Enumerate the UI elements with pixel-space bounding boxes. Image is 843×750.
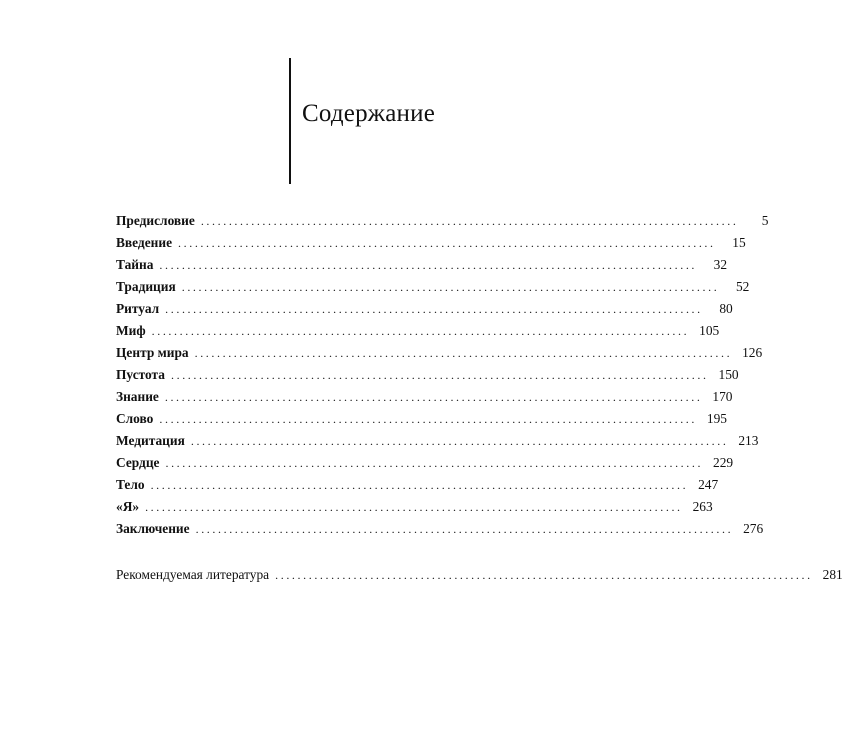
toc-entry-page: 229 bbox=[713, 455, 734, 470]
toc-entry-heart bbox=[116, 452, 734, 474]
toc-entry-meditation bbox=[116, 430, 759, 452]
toc-entry-label: Медитация bbox=[116, 433, 185, 448]
toc-entry-body bbox=[116, 474, 719, 496]
toc-entry-page: 80 bbox=[719, 301, 733, 316]
toc-entry-page: 150 bbox=[718, 367, 739, 382]
toc-entry-label: Рекомендуемая литература bbox=[116, 567, 270, 582]
page-title: Содержание bbox=[302, 100, 435, 127]
toc-leader-dots: ................................................................................................ bbox=[194, 346, 733, 360]
toc-entry-page: 126 bbox=[742, 345, 763, 360]
toc-leader-dots: ................................................................................................ bbox=[151, 324, 690, 338]
toc-entry-knowledge bbox=[116, 386, 733, 408]
toc-entry-mystery bbox=[116, 254, 728, 276]
toc-entry-label: Знание bbox=[116, 389, 159, 404]
toc-entry-world-center bbox=[116, 342, 763, 364]
toc-entry-label: Сердце bbox=[116, 455, 160, 470]
toc-leader-dots: ................................................................................................ bbox=[159, 258, 698, 272]
toc-leader-dots: ................................................................................................ bbox=[171, 368, 709, 382]
toc-leader-dots: ................................................................................................ bbox=[165, 456, 704, 470]
toc-entry-myth bbox=[116, 320, 720, 342]
toc-entry-page: 15 bbox=[732, 235, 746, 250]
toc-entry-conclusion bbox=[116, 518, 764, 540]
toc-leader-dots: ................................................................................................ bbox=[150, 478, 689, 492]
toc-entry-page: 247 bbox=[698, 477, 719, 492]
toc-entry-recommended-reading bbox=[116, 564, 843, 586]
toc-entry-page: 32 bbox=[713, 257, 728, 272]
toc-entry-page: 52 bbox=[735, 279, 750, 294]
toc-entry-page: 213 bbox=[738, 433, 759, 448]
toc-entry-preface bbox=[116, 210, 769, 232]
toc-entry-label: Тело bbox=[116, 477, 145, 492]
toc-entry-label: Предисловие bbox=[116, 213, 195, 228]
toc-leader-dots: ................................................................................................ bbox=[190, 434, 729, 448]
toc-entry-page: 5 bbox=[761, 213, 769, 228]
toc-entry-page: 195 bbox=[706, 411, 727, 426]
toc-entry-tradition bbox=[116, 276, 750, 298]
toc-leader-dots: ................................................................................................ bbox=[178, 236, 716, 250]
toc-entry-label: Ритуал bbox=[116, 301, 160, 316]
toc-entry-page: 281 bbox=[822, 567, 843, 582]
toc-entry-label: «Я» bbox=[116, 499, 140, 514]
toc-entry-label: Заключение bbox=[116, 521, 190, 536]
toc-entry-page: 276 bbox=[743, 521, 764, 536]
toc-entry-word bbox=[116, 408, 727, 430]
toc-leader-dots: ................................................................................................ bbox=[200, 214, 739, 228]
toc-entry-label: Слово bbox=[116, 411, 154, 426]
vertical-rule bbox=[289, 58, 291, 184]
toc-leader-dots: ................................................................................................ bbox=[181, 280, 720, 294]
toc-entry-label: Введение bbox=[116, 235, 173, 250]
toc-leader-dots: ................................................................................................ bbox=[145, 500, 683, 514]
toc-leader-dots: ................................................................................................ bbox=[275, 568, 813, 582]
toc-entry-label: Пустота bbox=[116, 367, 165, 382]
table-of-contents bbox=[116, 210, 843, 586]
toc-entry-page: 170 bbox=[712, 389, 733, 404]
toc-entry-ritual bbox=[116, 298, 733, 320]
toc-entry-label: Традиция bbox=[116, 279, 176, 294]
toc-entry-page: 263 bbox=[692, 499, 713, 514]
toc-spacer bbox=[116, 540, 480, 564]
toc-entry-self bbox=[116, 496, 713, 518]
toc-leader-dots: ................................................................................................ bbox=[195, 522, 734, 536]
toc-entry-label: Тайна bbox=[116, 257, 154, 272]
toc-entry-emptiness bbox=[116, 364, 739, 386]
toc-entry-label: Миф bbox=[116, 323, 146, 338]
toc-entry-introduction bbox=[116, 232, 746, 254]
toc-entry-label: Центр мира bbox=[116, 345, 189, 360]
toc-leader-dots: ................................................................................................ bbox=[164, 390, 703, 404]
toc-entry-page: 105 bbox=[699, 323, 720, 338]
toc-leader-dots: ................................................................................................ bbox=[159, 412, 697, 426]
toc-leader-dots: ................................................................................................ bbox=[165, 302, 703, 316]
